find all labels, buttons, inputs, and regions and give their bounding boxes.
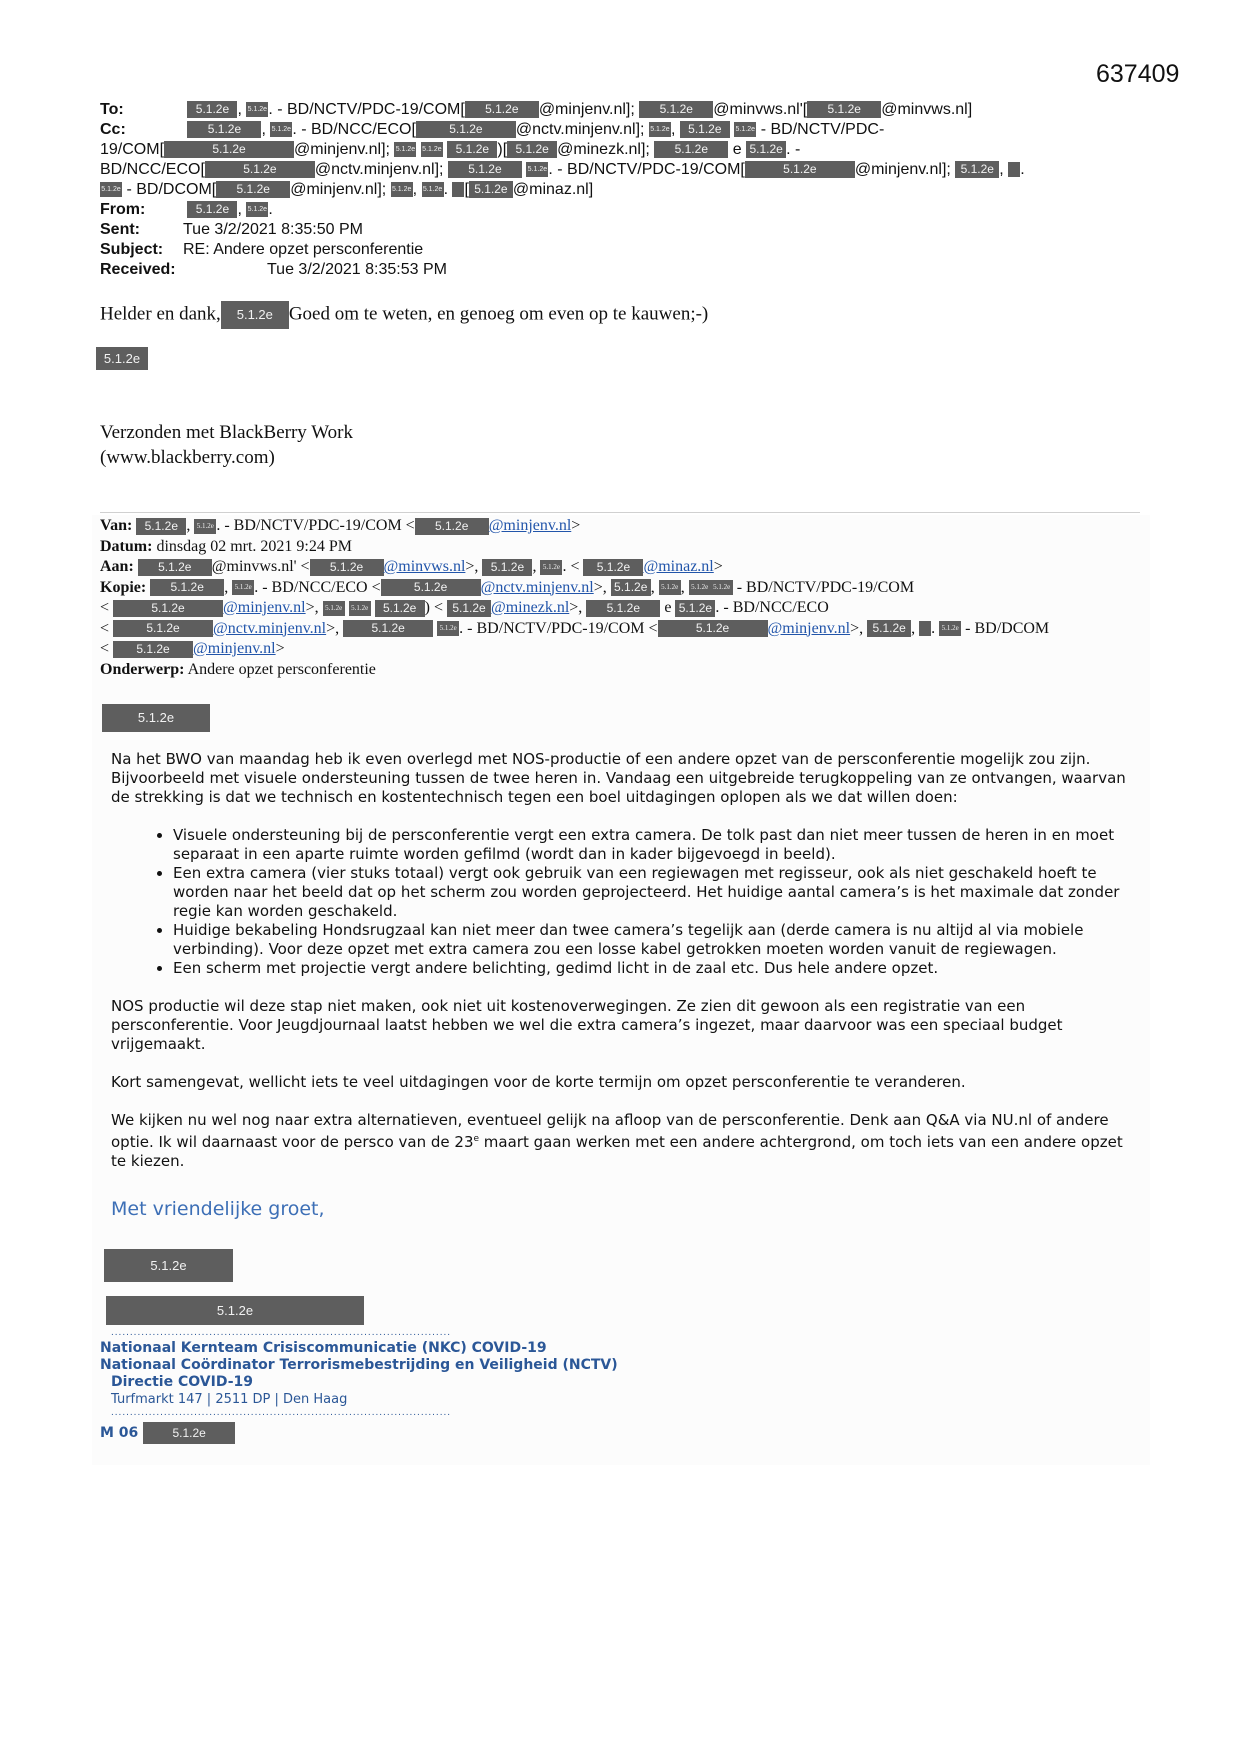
list-item: • Een scherm met projectie vergt andere belichting, gedimd licht in de zaal etc. Dus hele andere opzet. — [173, 959, 1126, 978]
redaction: 5.1.2e — [104, 1249, 233, 1282]
redaction: 5.1.2e — [469, 181, 513, 198]
email-link[interactable]: @nctv.minjenv.nl — [213, 619, 327, 637]
salutation-redacted — [102, 704, 210, 732]
redaction: 5.1.2e — [654, 141, 728, 158]
subject-label: Subject: — [100, 241, 164, 258]
redaction: 5.1.2e — [113, 620, 213, 637]
redaction: 5.1.2e — [649, 122, 671, 137]
redaction: 5.1.2e — [448, 161, 522, 178]
from-label: From: — [100, 201, 146, 218]
received-value: Tue 3/2/2021 8:35:53 PM — [267, 261, 447, 278]
redaction — [452, 182, 464, 197]
redaction: 5.1.2e — [447, 600, 491, 617]
aan-row: Aan: 5.1.2e @minvws.nl' < 5.1.2e @minvws.nl>, 5.1.2e , 5.1.2e . < 5.1.2e @minaz.nl> — [100, 558, 723, 575]
redaction: 5.1.2e — [734, 122, 756, 137]
signature-line: Nationaal Coördinator Terrorismebestrijding en Veiligheid (NCTV) — [100, 1357, 618, 1373]
sent-row — [100, 220, 363, 240]
list-item: • Huidige bekabeling Hondsrugzaal kan niet meer dan twee camera’s tegelijk aan (derde camera is nu altijd al via mobiele verbinding). Voor deze opzet met extra camera zou een losse kabel getrokken moeten worden vanuit de regiewagen. — [173, 921, 1126, 959]
redaction: 5.1.2e — [659, 580, 681, 595]
intro-paragraph: Na het BWO van maandag heb ik even overlegd met NOS-productie of een andere opzet van de persconferentie mogelijk zou zijn. Bijvoorbeeld met visuele ondersteuning tussen de twee heren in. Vandaag een uitgebreide terugkoppeling van ze ontvangen, waarvan de strekking is dat we technisch en kostentechnisch tegen een boel uitdagingen oplopen als we dat willen doen: — [111, 750, 1126, 806]
redaction: 5.1.2e — [680, 121, 730, 138]
email-link[interactable]: @minezk.nl — [491, 599, 570, 616]
sent-label: Sent: — [100, 221, 140, 238]
redaction: 5.1.2e — [422, 182, 444, 197]
redaction: 5.1.2e — [526, 162, 548, 177]
redaction: 5.1.2e — [136, 518, 186, 535]
redaction: 5.1.2e — [658, 620, 768, 637]
redaction: 5.1.2e — [113, 641, 193, 658]
redaction: 5.1.2e — [746, 141, 786, 158]
signature-line: Nationaal Kernteam Crisiscommunicatie (NKC) COVID-19 — [100, 1340, 547, 1356]
message-body — [111, 750, 1126, 1171]
email-link[interactable]: @minjenv.nl — [193, 640, 276, 657]
email-link[interactable]: @minaz.nl — [643, 558, 714, 575]
redaction: 5.1.2e — [583, 559, 643, 576]
redaction: 5.1.2e — [415, 518, 489, 535]
redaction: 5.1.2e — [216, 181, 290, 198]
redaction: 5.1.2e — [205, 161, 315, 178]
redaction: 5.1.2e — [675, 600, 715, 617]
kopie-row-4: < 5.1.2e @minjenv.nl> — [100, 640, 285, 657]
redaction: 5.1.2e — [187, 201, 237, 218]
reply-signoff — [96, 347, 148, 370]
van-row: Van: 5.1.2e , 5.1.2e . - BD/NCTV/PDC-19/COM < 5.1.2e @minjenv.nl> — [100, 517, 581, 534]
redaction: 5.1.2e — [375, 600, 425, 617]
redaction: 5.1.2e — [143, 1422, 235, 1444]
signature-address: Turfmarkt 147 | 2511 DP | Den Haag — [111, 1392, 348, 1407]
cc-label: Cc: — [100, 121, 126, 138]
redaction: 5.1.2e — [611, 579, 651, 596]
redaction: 5.1.2e — [349, 601, 371, 616]
document-number: 637409 — [1096, 60, 1180, 88]
redaction: 5.1.2e — [689, 580, 711, 595]
kopie-row-3: < 5.1.2e @nctv.minjenv.nl>, 5.1.2e 5.1.2e . - BD/NCTV/PDC-19/COM < 5.1.2e @minjenv.nl>, 5.1.2e , . 5.1.2e - BD/DCOM — [100, 619, 1050, 637]
redaction: 5.1.2e — [540, 560, 562, 575]
mobile-number: M 06 5.1.2e — [100, 1422, 235, 1444]
signature-divider: .......................................................................................... — [111, 1327, 452, 1338]
redaction: 5.1.2e — [246, 102, 268, 117]
redaction: 5.1.2e — [164, 141, 294, 158]
paragraph: We kijken nu wel nog naar extra alternatieven, eventueel gelijk na afloop van de persconferentie. Denk aan Q&A via NU.nl of andere optie. Ik wil daarnaast voor de persco van de 23e maart gaan werken met een andere achtergrond, om toch iets van een andere opzet te kiezen. — [111, 1111, 1123, 1170]
bullet-list — [111, 826, 1126, 978]
redaction — [919, 621, 931, 636]
redaction: 5.1.2e — [138, 559, 212, 576]
redaction: 5.1.2e — [194, 519, 216, 534]
redaction: 5.1.2e — [437, 621, 459, 636]
redaction: 5.1.2e — [391, 182, 413, 197]
sender-name-redacted — [104, 1249, 233, 1282]
subject-row — [100, 240, 423, 260]
email-link[interactable]: @minjenv.nl — [767, 619, 851, 637]
cc-row: Cc: 5.1.2e , 5.1.2e. - BD/NCC/ECO[ 5.1.2e @nctv.minjenv.nl]; 5.1.2e, 5.1.2e 5.1.2e - BD/NCTV/PDC- — [100, 121, 885, 138]
to-label: To: — [100, 101, 124, 118]
redaction: 5.1.2e — [586, 600, 660, 617]
redaction: 5.1.2e — [113, 600, 223, 617]
redaction: 5.1.2e — [381, 579, 481, 596]
redaction: 5.1.2e — [102, 704, 210, 732]
original-header — [100, 516, 1049, 680]
redaction: 5.1.2e — [447, 141, 497, 158]
redaction: 5.1.2e — [421, 142, 443, 157]
email-link[interactable]: @minjenv.nl — [488, 517, 572, 534]
redaction: 5.1.2e — [246, 202, 268, 217]
redaction: 5.1.2e — [150, 579, 224, 596]
redaction: 5.1.2e — [343, 620, 433, 637]
from-row: From: 5.1.2e , 5.1.2e. — [100, 201, 273, 218]
redaction: 5.1.2e — [465, 101, 539, 118]
received-row — [100, 260, 447, 280]
redaction: 5.1.2e — [482, 559, 532, 576]
separator-line — [100, 512, 1140, 513]
cc-row-4: 5.1.2e - BD/DCOM[ 5.1.2e @minjenv.nl]; 5.1.2e, 5.1.2e. [ 5.1.2e @minaz.nl] — [101, 181, 594, 198]
redaction: 5.1.2e — [96, 347, 148, 370]
redaction: 5.1.2e — [507, 141, 557, 158]
redaction: 5.1.2e — [187, 121, 261, 138]
redaction: 5.1.2e — [100, 182, 122, 197]
redaction: 5.1.2e — [745, 161, 855, 178]
list-item: • Visuele ondersteuning bij de persconferentie vergt een extra camera. De tolk past dan niet meer tussen de heren in en moet separaat in een aparte ruimte worden gefilmd (wordt dan in kader bijgevoegd in beeld). — [173, 826, 1126, 864]
reply-greeting: Helder en dank, 5.1.2e Goed om te weten, en genoeg om even op te kauwen;-) — [100, 301, 708, 329]
redaction: 5.1.2e — [394, 142, 416, 157]
redaction: 5.1.2e — [310, 559, 384, 576]
received-label: Received: — [100, 261, 176, 278]
sent-value: Tue 3/2/2021 8:35:50 PM — [183, 221, 363, 238]
paragraph: Kort samengevat, wellicht iets te veel uitdagingen voor de korte termijn om opzet persconferentie te veranderen. — [111, 1073, 966, 1091]
kopie-row-2: < 5.1.2e @minjenv.nl>, 5.1.2e 5.1.2e 5.1.2e ) < 5.1.2e @minezk.nl>, 5.1.2e e 5.1.2e . - BD/NCC/ECO — [100, 599, 829, 616]
redaction: 5.1.2e — [807, 101, 881, 118]
paragraph: NOS productie wil deze stap niet maken, ook niet uit kostenoverwegingen. Ze zien dit gewoon als een registratie van een persconferentie. Voor Jeugdjournaal laatst hebben we wel die extra camera’s ingezet, maar daarvoor was een speciaal budget vrijgemaakt. — [111, 997, 1063, 1053]
to-row: To: 5.1.2e , 5.1.2e. - BD/NCTV/PDC-19/COM[ 5.1.2e @minjenv.nl]; 5.1.2e @minvws.nl'[ 5.1.2e @minvws.nl] — [100, 101, 973, 118]
subject-value: RE: Andere opzet persconferentie — [183, 241, 424, 258]
signature-line: Directie COVID-19 — [111, 1374, 253, 1390]
redaction: 5.1.2e — [270, 122, 292, 137]
email-link[interactable]: @nctv.minjenv.nl — [480, 578, 594, 596]
redaction: 5.1.2e — [939, 621, 961, 636]
redaction — [1008, 162, 1020, 177]
datum-row: Datum: dinsdag 02 mrt. 2021 9:24 PM — [100, 537, 352, 555]
redaction: 5.1.2e — [323, 601, 345, 616]
redaction: 5.1.2e — [187, 101, 237, 118]
signature-divider: .......................................................................................... — [111, 1407, 452, 1418]
redaction: 5.1.2e — [711, 580, 733, 595]
closing: Met vriendelijke groet, — [111, 1198, 325, 1220]
sent-with-note: Verzonden met BlackBerry Work (www.blackberry.com) — [100, 422, 353, 468]
redaction: 5.1.2e — [416, 121, 516, 138]
sender-title-redacted — [106, 1296, 364, 1325]
email-link[interactable]: @minjenv.nl — [223, 599, 306, 616]
list-item: • Een extra camera (vier stuks totaal) vergt ook gebruik van een regiewagen met regisseur, ook als niet geschakeld hoeft te worden naar het beeld dat op het scherm zou worden geprojecteerd. Het huidige aantal camera’s is het maximale dat zonder regie kan worden geschakeld. — [173, 864, 1126, 921]
cc-row-2: 19/COM[ 5.1.2e @minjenv.nl]; 5.1.2e 5.1.2e 5.1.2e )[ 5.1.2e @minezk.nl]; 5.1.2e e 5.1.2e . - — [100, 141, 801, 158]
redaction: 5.1.2e — [867, 620, 911, 637]
redaction: 5.1.2e — [106, 1296, 364, 1325]
redaction: 5.1.2e — [955, 161, 999, 178]
redaction: 5.1.2e — [639, 101, 713, 118]
cc-row-3: BD/NCC/ECO[ 5.1.2e @nctv.minjenv.nl]; 5.1.2e 5.1.2e. - BD/NCTV/PDC-19/COM[ 5.1.2e @minjenv.nl]; 5.1.2e , . — [100, 161, 1025, 178]
onderwerp-row: Onderwerp: Andere opzet persconferentie — [100, 660, 376, 678]
email-link[interactable]: @minvws.nl — [383, 558, 466, 575]
kopie-row: Kopie: 5.1.2e , 5.1.2e . - BD/NCC/ECO < 5.1.2e @nctv.minjenv.nl>, 5.1.2e , 5.1.2e , 5.1.2e 5.1.2e - BD/NCTV/PDC-19/COM — [100, 578, 915, 596]
redaction: 5.1.2e — [221, 301, 289, 329]
redaction: 5.1.2e — [232, 580, 254, 595]
